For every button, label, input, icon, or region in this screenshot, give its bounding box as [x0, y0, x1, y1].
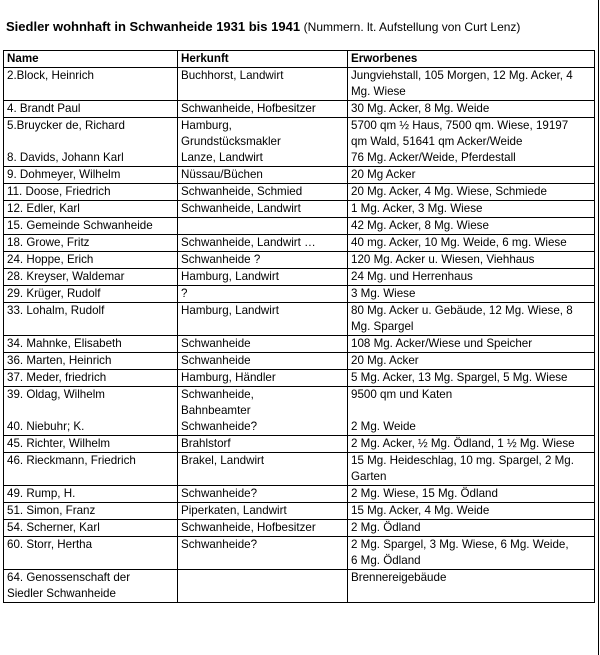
cell-acquired — [348, 303, 595, 336]
cell-line: 34. Mahnke, Elisabeth — [7, 337, 122, 350]
document-title: Siedler wohnhaft in Schwanheide 1931 bis 1941 — [6, 19, 301, 34]
cell-line: 108 Mg. Acker/Wiese und Speicher — [351, 337, 533, 350]
table-body — [4, 68, 595, 603]
cell-line: 37. Meder, friedrich — [7, 371, 107, 384]
cell-origin — [178, 303, 348, 336]
cell-line: Schwanheide, Landwirt — [181, 202, 301, 215]
cell-line: 2 Mg. Spargel, 3 Mg. Wiese, 6 Mg. Weide, — [351, 538, 569, 551]
cell-line: Siedler Schwanheide — [7, 587, 116, 600]
cell-line: 15 Mg. Acker, 4 Mg. Weide — [351, 504, 490, 517]
cell-name — [4, 118, 178, 167]
cell-line: Hamburg, Händler — [181, 371, 276, 384]
page-edge-rule — [598, 0, 599, 655]
cell-line: 80 Mg. Acker u. Gebäude, 12 Mg. Wiese, 8 — [351, 304, 573, 317]
cell-acquired — [348, 486, 595, 503]
cell-line: Schwanheide — [181, 354, 251, 367]
table-row — [4, 436, 595, 453]
cell-line: Lanze, Landwirt — [181, 151, 263, 164]
cell-line: 5700 qm ½ Haus, 7500 qm. Wiese, 19197 — [351, 119, 569, 132]
cell-line: 3 Mg. Wiese — [351, 287, 416, 300]
table-row — [4, 453, 595, 486]
cell-line: 2 Mg. Wiese, 15 Mg. Ödland — [351, 487, 498, 500]
cell-name — [4, 486, 178, 503]
cell-line: 54. Scherner, Karl — [7, 521, 100, 534]
cell-line: Schwanheide, Hofbesitzer — [181, 102, 316, 115]
cell-acquired — [348, 286, 595, 303]
cell-origin — [178, 353, 348, 370]
cell-line: 18. Growe, Fritz — [7, 236, 90, 249]
cell-line: 2 Mg. Acker, ½ Mg. Ödland, 1 ½ Mg. Wiese — [351, 437, 575, 450]
cell-line: Piperkaten, Landwirt — [181, 504, 287, 517]
cell-line: Bahnbeamter — [181, 404, 251, 417]
cell-line: 9. Dohmeyer, Wilhelm — [7, 168, 121, 181]
cell-line: 40. Niebuhr; K. — [7, 420, 85, 433]
table-row — [4, 537, 595, 570]
cell-acquired — [348, 235, 595, 252]
table-row — [4, 387, 595, 436]
cell-name — [4, 201, 178, 218]
cell-name — [4, 503, 178, 520]
cell-line — [181, 570, 345, 586]
cell-acquired — [348, 68, 595, 101]
cell-origin — [178, 286, 348, 303]
cell-name — [4, 101, 178, 118]
cell-name — [4, 252, 178, 269]
cell-acquired — [348, 353, 595, 370]
table-row — [4, 167, 595, 184]
cell-line: 64. Genossenschaft der — [7, 571, 131, 584]
cell-origin — [178, 336, 348, 353]
cell-origin — [178, 252, 348, 269]
cell-origin — [178, 537, 348, 570]
cell-name — [4, 537, 178, 570]
cell-line: 2 Mg. Weide — [351, 420, 416, 433]
cell-line: Hamburg, Landwirt — [181, 304, 279, 317]
cell-line: 51. Simon, Franz — [7, 504, 96, 517]
cell-origin — [178, 570, 348, 603]
cell-acquired — [348, 537, 595, 570]
column-header-acquired: Erworbenes — [348, 51, 595, 68]
cell-line: 2.Block, Heinrich — [7, 69, 94, 82]
table-row — [4, 570, 595, 603]
cell-line: Schwanheide? — [181, 487, 258, 500]
cell-line — [7, 403, 175, 419]
cell-origin — [178, 101, 348, 118]
cell-origin — [178, 201, 348, 218]
cell-line: 4. Brandt Paul — [7, 102, 81, 115]
cell-line: Schwanheide? — [181, 420, 258, 433]
table-row — [4, 336, 595, 353]
cell-line: Schwanheide, Schmied — [181, 185, 303, 198]
cell-origin — [178, 453, 348, 486]
cell-acquired — [348, 218, 595, 235]
cell-line: Brennereigebäude — [351, 571, 447, 584]
cell-line: 9500 qm und Katen — [351, 388, 453, 401]
table-row — [4, 118, 595, 167]
cell-line: 42 Mg. Acker, 8 Mg. Wiese — [351, 219, 489, 232]
cell-line: ? — [181, 287, 188, 300]
cell-line: 39. Oldag, Wilhelm — [7, 388, 105, 401]
cell-line: Grundstücksmakler — [181, 135, 281, 148]
cell-origin — [178, 118, 348, 167]
cell-name — [4, 286, 178, 303]
cell-acquired — [348, 453, 595, 486]
cell-origin — [178, 68, 348, 101]
cell-origin — [178, 387, 348, 436]
cell-line: 30 Mg. Acker, 8 Mg. Weide — [351, 102, 490, 115]
cell-origin — [178, 486, 348, 503]
cell-line: 20 Mg. Acker, 4 Mg. Wiese, Schmiede — [351, 185, 547, 198]
cell-line: 33. Lohalm, Rudolf — [7, 304, 105, 317]
cell-name — [4, 353, 178, 370]
cell-name — [4, 336, 178, 353]
cell-line: 46. Rieckmann, Friedrich — [7, 454, 136, 467]
cell-name — [4, 370, 178, 387]
cell-name — [4, 520, 178, 537]
table-row — [4, 503, 595, 520]
cell-acquired — [348, 436, 595, 453]
cell-acquired — [348, 370, 595, 387]
table-row — [4, 235, 595, 252]
table-row — [4, 269, 595, 286]
cell-line — [7, 134, 175, 150]
cell-origin — [178, 503, 348, 520]
cell-line: 2 Mg. Ödland — [351, 521, 421, 534]
cell-acquired — [348, 101, 595, 118]
table-row — [4, 286, 595, 303]
cell-line: 28. Kreyser, Waldemar — [7, 270, 125, 283]
table-row — [4, 184, 595, 201]
cell-acquired — [348, 520, 595, 537]
cell-line: Schwanheide, Landwirt … — [181, 236, 316, 249]
cell-line: 20 Mg Acker — [351, 168, 416, 181]
cell-origin — [178, 167, 348, 184]
cell-line: Garten — [351, 470, 387, 483]
cell-line: Buchhorst, Landwirt — [181, 69, 284, 82]
cell-line: 6 Mg. Ödland — [351, 554, 421, 567]
cell-line: 120 Mg. Acker u. Wiesen, Viehhaus — [351, 253, 535, 266]
cell-name — [4, 453, 178, 486]
cell-origin — [178, 436, 348, 453]
cell-line: 8. Davids, Johann Karl — [7, 151, 124, 164]
settlers-table — [3, 50, 595, 603]
cell-name — [4, 167, 178, 184]
cell-line: 12. Edler, Karl — [7, 202, 80, 215]
cell-name — [4, 269, 178, 286]
cell-line: Hamburg, Landwirt — [181, 270, 279, 283]
cell-line: 29. Krüger, Rudolf — [7, 287, 101, 300]
cell-line: Hamburg, — [181, 119, 232, 132]
cell-line: qm Wald, 51641 qm Acker/Weide — [351, 135, 523, 148]
cell-name — [4, 570, 178, 603]
table-row — [4, 201, 595, 218]
column-header-name: Name — [4, 51, 178, 68]
cell-origin — [178, 370, 348, 387]
cell-origin — [178, 184, 348, 201]
cell-line: 60. Storr, Hertha — [7, 538, 93, 551]
table-row — [4, 218, 595, 235]
cell-acquired — [348, 167, 595, 184]
cell-line: Schwanheide? — [181, 538, 258, 551]
cell-acquired — [348, 387, 595, 436]
table-row — [4, 353, 595, 370]
cell-acquired — [348, 336, 595, 353]
cell-acquired — [348, 503, 595, 520]
table-row — [4, 101, 595, 118]
cell-line: Schwanheide — [181, 337, 251, 350]
cell-acquired — [348, 570, 595, 603]
table-row — [4, 68, 595, 101]
cell-line: 15 Mg. Heideschlag, 10 mg. Spargel, 2 Mg. — [351, 454, 574, 467]
cell-origin — [178, 235, 348, 252]
cell-line: Mg. Wiese — [351, 85, 406, 98]
cell-line: 5 Mg. Acker, 13 Mg. Spargel, 5 Mg. Wiese — [351, 371, 568, 384]
cell-line: 40 mg. Acker, 10 Mg. Weide, 6 mg. Wiese — [351, 236, 567, 249]
cell-name — [4, 218, 178, 235]
cell-line: 1 Mg. Acker, 3 Mg. Wiese — [351, 202, 483, 215]
cell-acquired — [348, 184, 595, 201]
cell-acquired — [348, 252, 595, 269]
cell-line: Mg. Spargel — [351, 320, 414, 333]
cell-name — [4, 387, 178, 436]
cell-name — [4, 68, 178, 101]
table-row — [4, 252, 595, 269]
cell-line: 24 Mg. und Herrenhaus — [351, 270, 473, 283]
table-row — [4, 303, 595, 336]
cell-origin — [178, 218, 348, 235]
cell-line: Schwanheide, Hofbesitzer — [181, 521, 316, 534]
table-row — [4, 520, 595, 537]
cell-line — [181, 218, 345, 234]
cell-origin — [178, 520, 348, 537]
cell-line: Schwanheide, — [181, 388, 254, 401]
cell-line: 11. Doose, Friedrich — [7, 185, 111, 198]
cell-line: 45. Richter, Wilhelm — [7, 437, 111, 450]
cell-line: 15. Gemeinde Schwanheide — [7, 219, 153, 232]
cell-origin — [178, 269, 348, 286]
cell-line — [351, 403, 592, 419]
cell-line: Nüssau/Büchen — [181, 168, 263, 181]
document-note: (Nummern. lt. Aufstellung von Curt Lenz) — [303, 20, 521, 34]
cell-line: 24. Hoppe, Erich — [7, 253, 94, 266]
cell-acquired — [348, 201, 595, 218]
document-heading — [6, 19, 520, 35]
cell-acquired — [348, 269, 595, 286]
cell-line: 20 Mg. Acker — [351, 354, 419, 367]
cell-name — [4, 436, 178, 453]
cell-name — [4, 303, 178, 336]
cell-line: Brahlstorf — [181, 437, 231, 450]
cell-acquired — [348, 118, 595, 167]
cell-name — [4, 235, 178, 252]
table-row — [4, 370, 595, 387]
cell-name — [4, 184, 178, 201]
column-header-origin: Herkunft — [178, 51, 348, 68]
cell-line: 36. Marten, Heinrich — [7, 354, 112, 367]
table-header-row — [4, 51, 595, 68]
cell-line: 5.Bruycker de, Richard — [7, 119, 125, 132]
cell-line: Jungviehstall, 105 Morgen, 12 Mg. Acker, 4 — [351, 69, 573, 82]
table-row — [4, 486, 595, 503]
cell-line: Brakel, Landwirt — [181, 454, 265, 467]
cell-line: Schwanheide ? — [181, 253, 261, 266]
cell-line: 49. Rump, H. — [7, 487, 76, 500]
cell-line: 76 Mg. Acker/Weide, Pferdestall — [351, 151, 516, 164]
